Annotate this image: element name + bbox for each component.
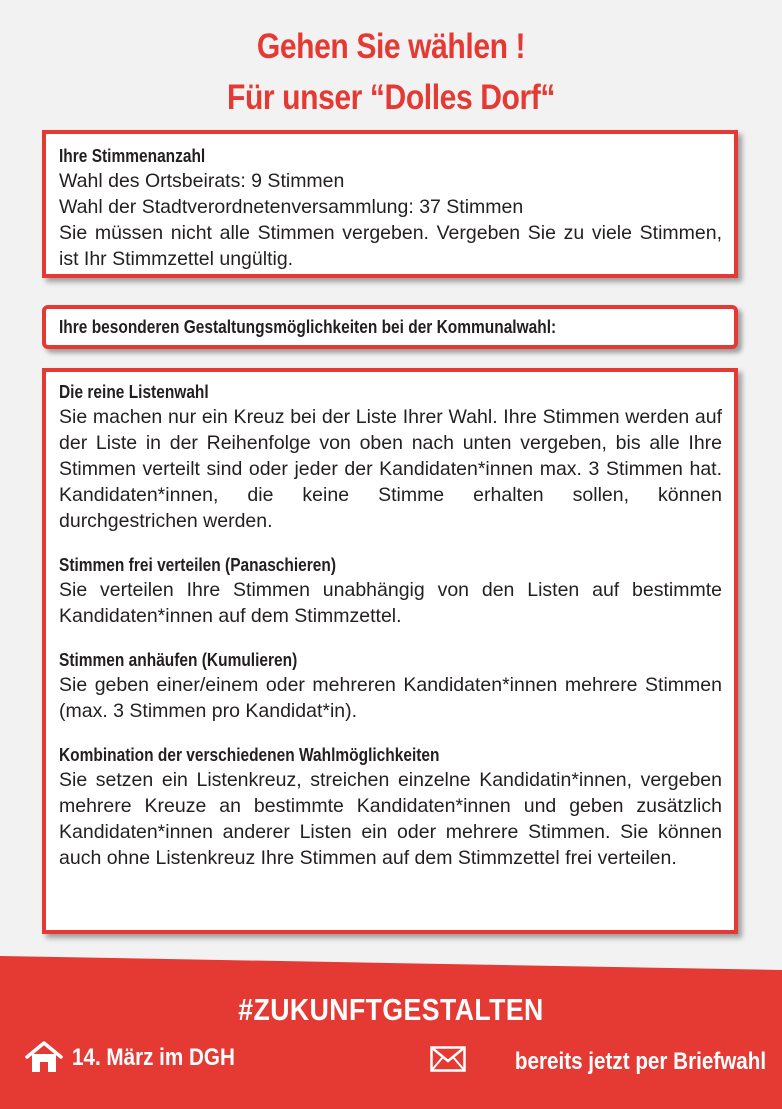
section-panaschieren	[59, 553, 722, 629]
section-heading: Stimmen anhäufen (Kumulieren)	[59, 650, 298, 670]
voting-options-box	[42, 368, 738, 934]
options-banner	[42, 305, 738, 349]
section-text: Sie setzen ein Listenkreuz, streichen einzelne Kandidatin*innen, vergeben mehrere Kreuze an bestimmte Kandidaten*innen und geben zusätzlich Kandidaten*innen anderer Listen ein oder mehrere Stimmen. Sie können auch ohne Listenkreuz Ihre Stimmen auf dem Stimmzettel frei verteilen.	[59, 769, 722, 869]
options-banner-text: Ihre besonderen Gestaltungsmöglichkeiten bei der Kommunalwahl:	[59, 317, 557, 337]
section-heading: Die reine Listenwahl	[59, 382, 209, 402]
votes-note: Sie müssen nicht alle Stimmen vergeben. Vergeben Sie zu viele Stimmen, ist Ihr Stimmzettel ungültig.	[59, 222, 722, 270]
section-heading: Stimmen frei verteilen (Panaschieren)	[59, 555, 337, 575]
section-text: Sie verteilen Ihre Stimmen unabhängig von den Listen auf bestimmte Kandidaten*innen auf dem Stimmzettel.	[59, 579, 722, 627]
headline-line-2: Für unser “Dolles Dorf“	[227, 78, 555, 117]
election-date: 14. März im DGH	[72, 1044, 235, 1071]
votes-heading: Ihre Stimmenanzahl	[59, 146, 206, 166]
hashtag: #ZUKUNFTGESTALTEN	[238, 992, 544, 1027]
votes-ortsbeirat: Wahl des Ortsbeirats: 9 Stimmen	[59, 170, 345, 192]
section-text: Sie machen nur ein Kreuz bei der Liste Ihrer Wahl. Ihre Stimmen werden auf der Liste in der Reihenfolge von oben nach unten vergeben, bis alle Ihre Stimmen verteilt sind oder jeder der Kandidaten*innen max. 3 Stimmen hat. Kandidaten*innen, die keine Stimme erhalten sollen, können durchgestrichen werden.	[59, 406, 722, 532]
footer-band	[0, 956, 782, 1109]
section-kombination	[59, 743, 722, 871]
headline-line-1: Gehen Sie wählen !	[256, 27, 526, 66]
section-heading: Kombination der verschiedenen Wahlmöglichkeiten	[59, 745, 440, 765]
section-kumulieren	[59, 648, 722, 724]
section-text: Sie geben einer/einem oder mehreren Kandidaten*innen mehrere Stimmen (max. 3 Stimmen pro Kandidat*in).	[59, 674, 722, 722]
votes-box	[42, 130, 738, 278]
postal-vote-text: bereits jetzt per Briefwahl	[514, 1048, 766, 1075]
votes-stadtverordnete: Wahl der Stadtverordnetenversammlung: 37 Stimmen	[59, 196, 524, 218]
section-listenwahl	[59, 380, 722, 534]
envelope-icon	[430, 1046, 466, 1072]
house-icon	[25, 1040, 63, 1074]
